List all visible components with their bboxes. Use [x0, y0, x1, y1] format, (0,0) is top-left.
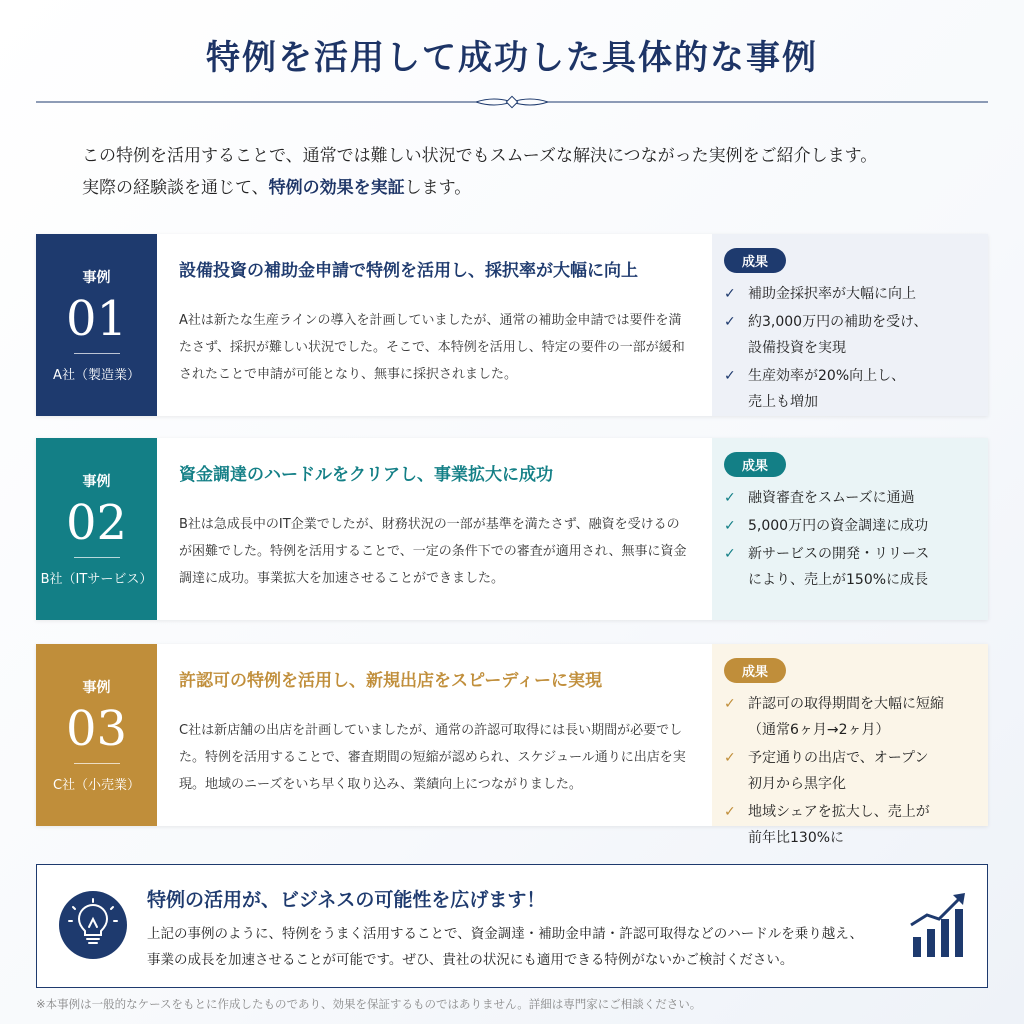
case-company: B社（ITサービス）: [40, 572, 153, 587]
case-heading: 許認可の特例を活用し、新規出店をスピーディーに実現: [179, 671, 602, 691]
result-item: ✓ 5,000万円の資金調達に成功: [724, 513, 978, 539]
summary-line-2: 事業の成長を加速させることが可能です。ぜひ、貴社の状況にも適用できる特例がないかご検討ください。: [147, 952, 794, 968]
result-item: ✓ 約3,000万円の補助を受け、 設備投資を実現: [724, 309, 978, 361]
intro-emphasis: 特例の効果を実証: [268, 178, 405, 198]
result-badge: 成果: [724, 248, 786, 273]
check-icon: ✓: [724, 490, 736, 506]
case-description: B社は急成長中のIT企業でしたが、財務状況の一部が基準を満たさず、融資を受けるのが困難でした。特例を活用することで、一定の条件下での審査が適用され、無事に資金調達に成功。事業拡大を加速させることができました。: [179, 517, 687, 586]
check-icon: ✓: [724, 518, 736, 534]
case-card-02: [36, 438, 988, 620]
case-tag-rule: [74, 353, 120, 354]
case-tag: [36, 644, 157, 826]
intro-line-2-prefix: 実際の経験談を通じて、: [82, 178, 269, 198]
case-results: [712, 644, 988, 846]
case-heading: 資金調達のハードルをクリアし、事業拡大に成功: [179, 465, 553, 485]
result-badge: 成果: [724, 452, 786, 477]
check-icon: ✓: [724, 546, 736, 562]
result-item: ✓ 生産効率が20%向上し、 売上も増加: [724, 363, 978, 415]
result-item: ✓ 新サービスの開発・リリース により、売上が150%に成長: [724, 541, 978, 593]
result-item: ✓ 融資審査をスムーズに通過: [724, 485, 978, 511]
case-results: [712, 234, 988, 416]
intro-line-2: [82, 172, 982, 204]
result-item: ✓ 予定通りの出店で、オープン 初月から黒字化: [724, 745, 978, 797]
intro-line-1: この特例を活用することで、通常では難しい状況でもスムーズな解決につながった実例をご紹介します。: [82, 146, 878, 166]
case-card-01: [36, 234, 988, 416]
result-list: [724, 485, 978, 593]
case-heading: 設備投資の補助金申請で特例を活用し、採択率が大幅に向上: [179, 261, 638, 281]
case-results: [712, 438, 988, 620]
check-icon: ✓: [724, 368, 736, 384]
intro-line-2-suffix: します。: [404, 178, 472, 198]
page-title: 特例を活用して成功した具体的な事例: [206, 38, 818, 78]
case-body: [157, 438, 712, 620]
result-item: ✓ 補助金採択率が大幅に向上: [724, 281, 978, 307]
case-company: A社（製造業）: [53, 368, 140, 383]
check-icon: ✓: [724, 314, 736, 330]
case-company: C社（小売業）: [52, 778, 141, 793]
case-body: [157, 644, 712, 826]
summary-heading: 特例の活用が、ビジネスの可能性を広げます！: [147, 889, 546, 911]
summary-text: [147, 921, 907, 973]
check-icon: ✓: [724, 286, 736, 302]
case-number: 01: [65, 291, 128, 347]
summary-line-1: 上記の事例のように、特例をうまく活用することで、資金調達・補助金申請・許認可取得などのハードルを乗り越え、: [147, 926, 864, 942]
check-icon: ✓: [724, 696, 736, 712]
summary-box: [36, 864, 988, 988]
case-card-03: [36, 644, 988, 846]
intro-text: [82, 140, 982, 204]
case-number: 03: [65, 701, 128, 757]
result-list: [724, 281, 978, 415]
result-badge: 成果: [724, 658, 786, 683]
case-description: A社は新たな生産ラインの導入を計画していましたが、通常の補助金申請では要件を満たさず、採択が難しい状況でした。そこで、本特例を活用し、特定の要件の一部が緩和されたことで申請が可能となり、無事に採択されました。: [179, 313, 685, 382]
case-tag-rule: [74, 557, 120, 558]
footnote: ※本事例は一般的なケースをもとに作成したものであり、効果を保証するものではありません。詳細は専門家にご相談ください。: [36, 997, 702, 1011]
growth-chart-icon: [909, 891, 969, 961]
result-list: [724, 691, 978, 851]
check-icon: ✓: [724, 750, 736, 766]
lightbulb-icon: [59, 891, 127, 959]
check-icon: ✓: [724, 804, 736, 820]
case-label: 事例: [82, 680, 111, 696]
result-item: ✓ 地域シェアを拡大し、売上が 前年比130%に: [724, 799, 978, 851]
case-label: 事例: [82, 474, 111, 490]
result-item: ✓ 許認可の取得期間を大幅に短縮 （通常6ヶ月→2ヶ月）: [724, 691, 978, 743]
case-body: [157, 234, 712, 416]
case-tag-rule: [74, 763, 120, 764]
case-description: C社は新店舗の出店を計画していましたが、通常の許認可取得には長い期間が必要でした。特例を活用することで、審査期間の短縮が認められ、スケジュール通りに出店を実現。地域のニーズをいち早く取り込み、業績向上につながりました。: [179, 723, 686, 792]
case-number: 02: [65, 495, 128, 551]
case-tag: [36, 234, 157, 416]
case-tag: [36, 438, 157, 620]
case-label: 事例: [82, 270, 111, 286]
title-divider: [36, 94, 988, 110]
